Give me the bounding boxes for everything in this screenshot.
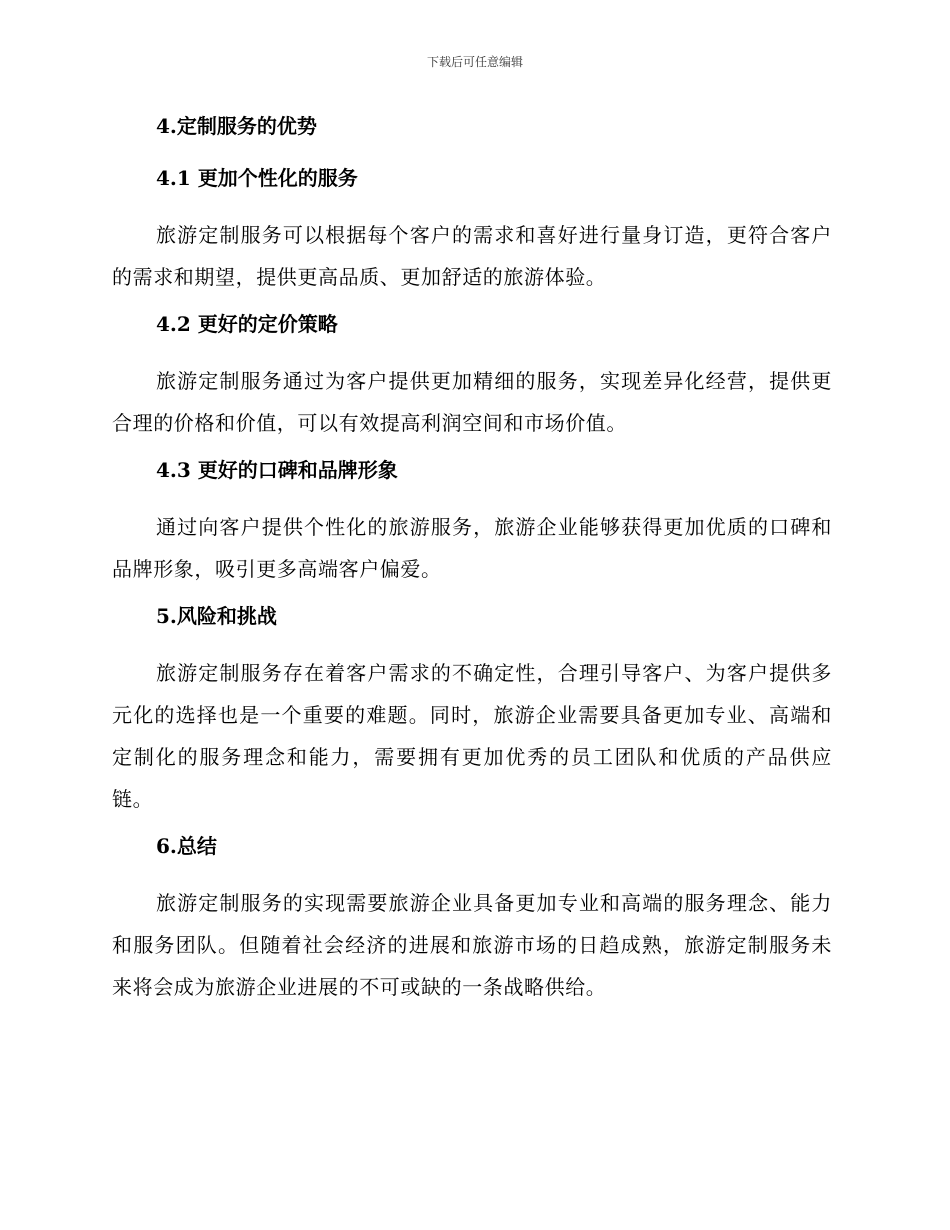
subsection-heading-personalized: 4.1 更加个性化的服务 <box>156 166 358 190</box>
paragraph-personalized: 旅游定制服务可以根据每个客户的需求和喜好进行量身订造，更符合客户的需求和期望，提供更高品质、更加舒适的旅游体验。 <box>112 223 832 289</box>
section-heading-summary: 6.总结 <box>156 834 217 858</box>
page-header: 下载后可任意编辑 <box>426 55 523 69</box>
paragraph-risks: 旅游定制服务存在着客户需求的不确定性，合理引导客户、为客户提供多元化的选择也是一个重要的难题。同时，旅游企业需要具备更加专业、高端和定制化的服务理念和能力，需要拥有更加优秀的员工团队和优质的产品供应链。 <box>112 661 832 811</box>
paragraph-summary: 旅游定制服务的实现需要旅游企业具备更加专业和高端的服务理念、能力和服务团队。但随着社会经济的进展和旅游市场的日趋成熟，旅游定制服务未来将会成为旅游企业进展的不可或缺的一条战略供给。 <box>112 891 832 999</box>
section-heading-advantages: 4.定制服务的优势 <box>156 114 317 138</box>
subsection-heading-pricing: 4.2 更好的定价策略 <box>156 312 338 336</box>
section-heading-risks: 5.风险和挑战 <box>156 604 277 628</box>
paragraph-pricing: 旅游定制服务通过为客户提供更加精细的服务，实现差异化经营，提供更合理的价格和价值，可以有效提高利润空间和市场价值。 <box>112 369 832 435</box>
document-body <box>112 110 832 1018</box>
paragraph-brand: 通过向客户提供个性化的旅游服务，旅游企业能够获得更加优质的口碑和品牌形象，吸引更多高端客户偏爱。 <box>112 515 832 581</box>
subsection-heading-brand: 4.3 更好的口碑和品牌形象 <box>156 458 398 482</box>
